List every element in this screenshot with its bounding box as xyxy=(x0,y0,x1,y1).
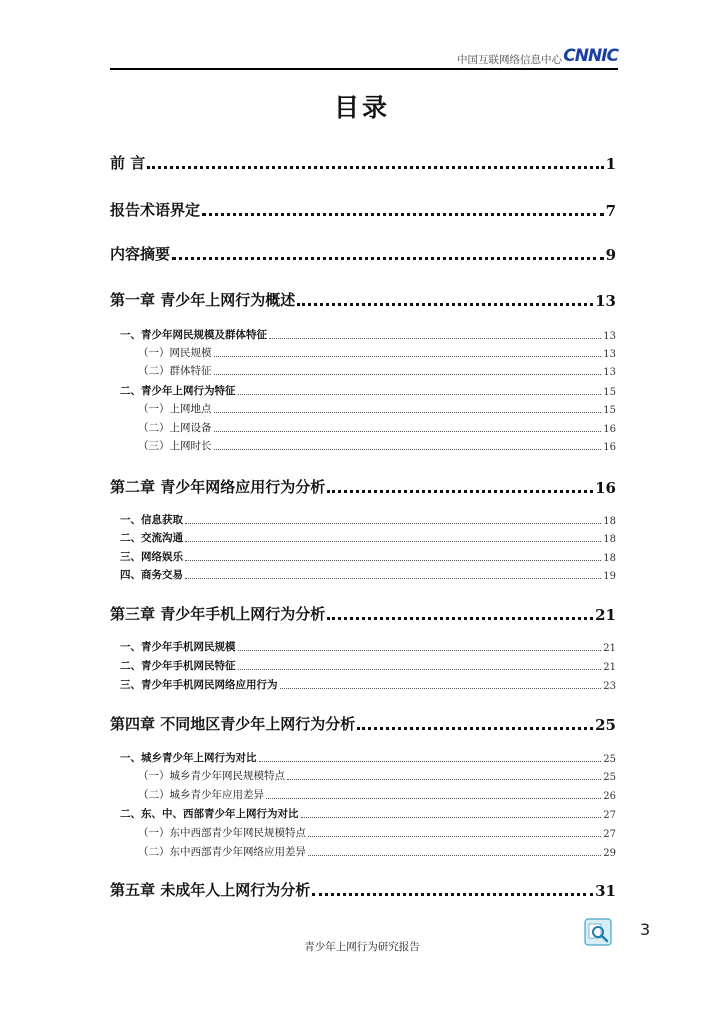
toc-entry-page: 27 xyxy=(603,829,616,840)
toc-dot-leader xyxy=(327,490,593,493)
toc-entry-label: （二）群体特征 xyxy=(138,365,212,377)
toc-dot-leader xyxy=(202,213,604,216)
toc-entry-page: 9 xyxy=(605,246,616,264)
toc-dot-leader xyxy=(238,669,602,670)
toc-chapter-entry[interactable] xyxy=(110,604,616,624)
toc-entry-page: 18 xyxy=(603,516,616,527)
toc-subsection-entry[interactable] xyxy=(110,364,616,378)
toc-entry-label: 前 言 xyxy=(110,154,146,172)
toc-entry-label: （三）上网时长 xyxy=(138,440,212,452)
toc-section-entry[interactable] xyxy=(110,807,616,821)
toc-dot-leader xyxy=(185,560,601,561)
toc-entry-label: 第三章 青少年手机上网行为分析 xyxy=(110,605,326,623)
toc-chapter-entry[interactable] xyxy=(110,880,616,900)
toc-entry-label: 二、青少年手机网民特征 xyxy=(120,660,236,672)
toc-entry-page: 16 xyxy=(595,479,616,497)
toc-entry-page: 25 xyxy=(595,716,616,734)
toc-dot-leader xyxy=(185,523,601,524)
toc-entry-page: 16 xyxy=(603,424,616,435)
header-rule xyxy=(110,68,618,70)
toc-subsection-entry[interactable] xyxy=(110,439,616,453)
toc-entry-label: （二）上网设备 xyxy=(138,422,212,434)
toc-entry-page: 7 xyxy=(605,202,616,220)
toc-title: 目录 xyxy=(333,93,390,122)
toc-dot-leader xyxy=(238,650,602,651)
toc-dot-leader xyxy=(327,617,593,620)
toc-dot-leader xyxy=(269,338,601,339)
toc-entry-label: 一、青少年手机网民规模 xyxy=(120,641,236,653)
toc-entry-label: 第二章 青少年网络应用行为分析 xyxy=(110,478,326,496)
toc-chapter-entry[interactable] xyxy=(110,477,616,497)
toc-entry-page: 27 xyxy=(603,810,616,821)
toc-entry-label: （一）网民规模 xyxy=(138,347,212,359)
toc-dot-leader xyxy=(172,257,604,260)
toc-entry-page: 23 xyxy=(603,681,616,692)
toc-dot-leader xyxy=(259,761,602,762)
toc-entry-label: 二、青少年上网行为特征 xyxy=(120,385,236,397)
toc-entry-label: 内容摘要 xyxy=(110,245,171,263)
toc-section-entry[interactable] xyxy=(110,678,616,692)
toc-entry-page: 29 xyxy=(603,848,616,859)
toc-entry-label: 一、城乡青少年上网行为对比 xyxy=(120,752,257,764)
toc-entry-label: （一）东中西部青少年网民规模特点 xyxy=(138,827,306,839)
toc-entry-page: 18 xyxy=(603,534,616,545)
toc-chapter-entry[interactable] xyxy=(110,714,616,734)
toc-section-entry[interactable] xyxy=(110,531,616,545)
toc-chapter-entry[interactable] xyxy=(110,200,616,220)
toc-entry-page: 13 xyxy=(603,331,616,342)
toc-entry-page: 26 xyxy=(603,791,616,802)
toc-subsection-entry[interactable] xyxy=(110,402,616,416)
toc-section-entry[interactable] xyxy=(110,513,616,527)
toc-section-entry[interactable] xyxy=(110,751,616,765)
toc-entry-label: 二、东、中、西部青少年上网行为对比 xyxy=(120,808,299,820)
toc-subsection-entry[interactable] xyxy=(110,826,616,840)
toc-section-entry[interactable] xyxy=(110,328,616,342)
toc-dot-leader xyxy=(308,836,601,837)
toc-subsection-entry[interactable] xyxy=(110,788,616,802)
toc-section-entry[interactable] xyxy=(110,640,616,654)
toc-entry-label: 第一章 青少年上网行为概述 xyxy=(110,291,296,309)
toc-entry-page: 1 xyxy=(605,155,616,173)
toc-entry-label: 第五章 未成年人上网行为分析 xyxy=(110,881,311,899)
toc-entry-page: 15 xyxy=(603,405,616,416)
toc-entry-page: 31 xyxy=(595,882,616,900)
toc-entry-page: 16 xyxy=(603,442,616,453)
toc-entry-label: 四、商务交易 xyxy=(120,569,183,581)
toc-dot-leader xyxy=(280,688,602,689)
toc-dot-leader xyxy=(214,449,602,450)
toc-entry-page: 25 xyxy=(603,772,616,783)
toc-dot-leader xyxy=(297,303,593,306)
toc-dot-leader xyxy=(185,578,601,579)
toc-entry-page: 25 xyxy=(603,754,616,765)
toc-section-entry[interactable] xyxy=(110,659,616,673)
toc-entry-label: 报告术语界定 xyxy=(110,201,201,219)
toc-subsection-entry[interactable] xyxy=(110,845,616,859)
toc-entry-page: 21 xyxy=(595,606,616,624)
page-number: 3 xyxy=(640,920,651,939)
toc-dot-leader xyxy=(214,431,602,432)
toc-entry-label: 三、网络娱乐 xyxy=(120,551,183,563)
toc-chapter-entry[interactable] xyxy=(110,244,616,264)
toc-entry-page: 18 xyxy=(603,553,616,564)
toc-subsection-entry[interactable] xyxy=(110,346,616,360)
toc-dot-leader xyxy=(301,817,602,818)
page-header xyxy=(110,44,618,70)
toc-dot-leader xyxy=(238,394,602,395)
toc-entry-page: 21 xyxy=(603,662,616,673)
toc-chapter-entry[interactable] xyxy=(110,290,616,310)
toc-entry-label: 三、青少年手机网民网络应用行为 xyxy=(120,679,278,691)
toc-section-entry[interactable] xyxy=(110,550,616,564)
toc-subsection-entry[interactable] xyxy=(110,421,616,435)
toc-dot-leader xyxy=(357,727,593,730)
toc-entry-label: （二）城乡青少年应用差异 xyxy=(138,789,264,801)
toc-entry-page: 21 xyxy=(603,643,616,654)
toc-dot-leader xyxy=(185,541,601,542)
toc-entry-label: 一、信息获取 xyxy=(120,514,183,526)
toc-entry-label: 第四章 不同地区青少年上网行为分析 xyxy=(110,715,356,733)
toc-entry-page: 13 xyxy=(603,367,616,378)
toc-entry-label: （一）城乡青少年网民规模特点 xyxy=(138,770,285,782)
toc-dot-leader xyxy=(214,374,602,375)
toc-dot-leader xyxy=(308,855,601,856)
toc-dot-leader xyxy=(287,779,601,780)
toc-chapter-entry[interactable] xyxy=(110,153,616,173)
toc-entry-page: 15 xyxy=(603,387,616,398)
toc-entry-label: （二）东中西部青少年网络应用差异 xyxy=(138,846,306,858)
header-org-name: 中国互联网络信息中心 xyxy=(457,54,562,66)
toc-entry-label: 二、交流沟通 xyxy=(120,532,183,544)
toc-entry-page: 13 xyxy=(603,349,616,360)
toc-dot-leader xyxy=(214,356,602,357)
toc-entry-page: 13 xyxy=(595,292,616,310)
toc-section-entry[interactable] xyxy=(110,384,616,398)
toc-dot-leader xyxy=(312,893,593,896)
toc-entry-label: （一）上网地点 xyxy=(138,403,212,415)
toc-dot-leader xyxy=(147,166,603,169)
toc-dot-leader xyxy=(214,412,602,413)
toc-dot-leader xyxy=(266,798,601,799)
toc-entry-page: 19 xyxy=(603,571,616,582)
toc-entry-label: 一、青少年网民规模及群体特征 xyxy=(120,329,267,341)
toc-subsection-entry[interactable] xyxy=(110,769,616,783)
footer-title: 青少年上网行为研究报告 xyxy=(304,941,420,953)
cnnic-logo: CNNIC xyxy=(563,46,618,66)
toc-section-entry[interactable] xyxy=(110,568,616,582)
